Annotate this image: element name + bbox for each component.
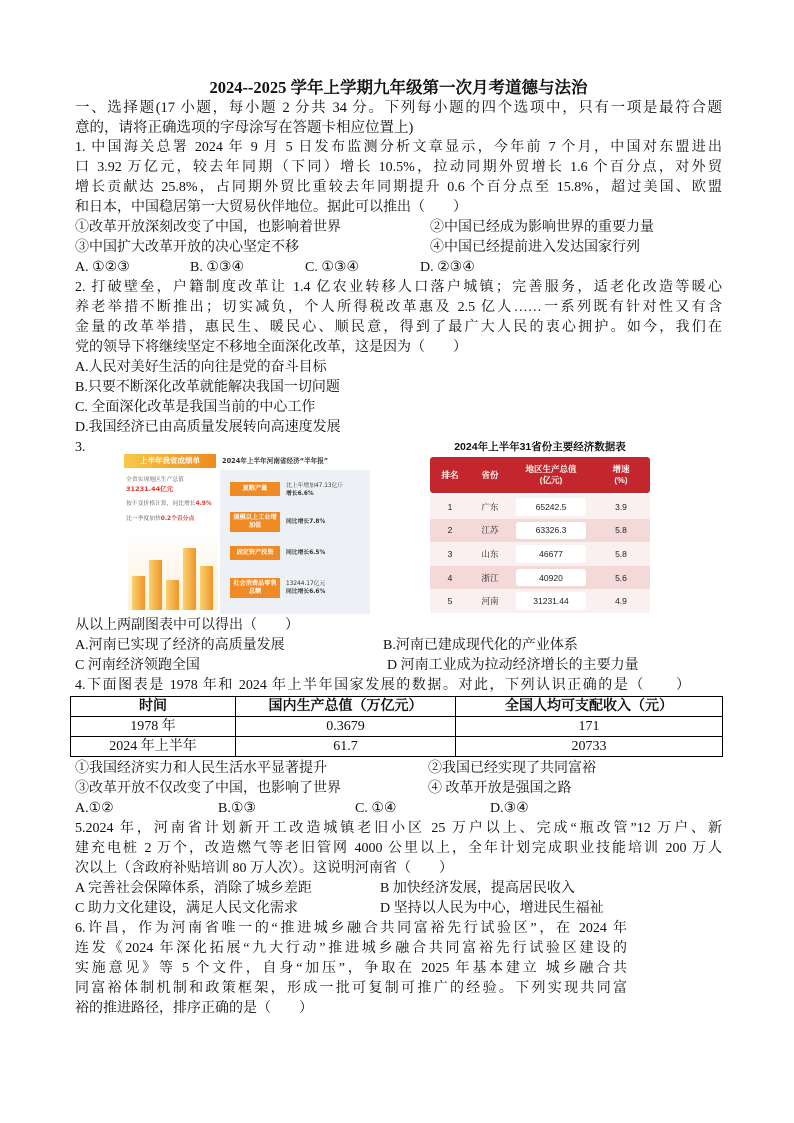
province-table-header [430,457,650,493]
infographic-tag: 上半年我省成绩单 [124,454,216,468]
statement-row [75,759,722,779]
rank-cell: 5 [447,596,453,607]
table-row [71,737,723,757]
time-cell: 1978 年 [71,717,236,737]
growth-cell: 3.9 [615,501,627,512]
growth-cell: 5.6 [615,572,627,583]
growth-value: 4.9% [195,501,212,507]
item-label: 固定资产投资 [230,546,280,560]
choice-c: C. 全面深化改革是我国当前的中心工作 [75,400,316,415]
question-stem-line: 口 3.92 万亿元，较去年同期（下同）增长 10.5%，拉动同期外贸增长 1.6 个百分点，对外贸 [75,160,722,175]
question-3-figures [75,438,722,616]
gdp-cell: 0.3679 [236,717,456,737]
question-stem-line: 党的领导下将继续坚定不移地全面深化改革，这是因为（ ） [75,340,467,355]
decorative-bar [166,580,179,610]
question-3 [75,438,722,676]
header-income: 全国人均可支配收入（元） [456,697,723,717]
henan-economy-infographic [120,446,370,614]
header-gdp: 国内生产总值（万亿元） [236,697,456,717]
choice-row [75,879,722,899]
header-gdp-label: 地区生产总值 [525,464,577,474]
question-stem-line: 养老举措不断推出；切实减负，个人所得税改革惠及 2.5 亿人……一系列既有针对性又有含 [75,300,722,315]
choice-c: C 助力文化建设，满足人民文化需求 [75,901,298,916]
header-province [470,457,510,493]
gdp-cell: 46677 [516,545,586,563]
item-value: 同比增长6.6% [286,589,326,595]
gdp-cell: 31231.44 [516,592,586,610]
statement-row [75,779,722,799]
decorative-bar-graphic [128,532,218,610]
rank-cell: 3 [447,548,453,559]
growth-text [126,500,212,508]
table-row [71,717,723,737]
choice-b: B 加快经济发展，提高居民收入 [380,881,575,896]
rank-cell: 4 [447,572,453,583]
choice-c: C. ①③④ [305,260,359,275]
question-stem-line: 5.2024 年，河南省计划新开工改造城镇老旧小区 25 万户以上、完成“瓶改管”12 万户、新 [75,821,722,836]
question-stem-line: 金量的改革举措，惠民生、暖民心、顺民意，得到了最广大人民的衷心拥护。如今，我们在 [75,320,722,335]
question-stem-line: 增长贡献达 25.8%，占同期外贸比重较去年同期提升 0.6 个百分点至 15.8%，超过美国、欧盟 [75,180,722,195]
item-value: 同比增长7.8% [286,519,326,525]
statement-row [75,238,722,258]
choice-row [75,636,722,656]
question-stem-line: 实施意见》等 5 个文件，自身“加压”，争取在 2025 年基本建立 城乡融合共 [75,961,627,976]
table-row [430,542,650,566]
statement-2: ②我国已经实现了共同富裕 [428,761,596,776]
accel-text [126,515,194,523]
question-stem-line: 从以上两副图表中可以得出（ ） [75,618,299,633]
header-growth-label: 增速 [612,464,630,474]
choice-row [75,899,722,919]
item-label: 规模以上工业增加值 [230,512,280,532]
question-stem-line: 和日本，中国稳居第一大贸易伙伴地位。据此可以推出（ ） [75,200,467,215]
choice-d: D.③④ [490,801,529,816]
income-cell: 20733 [456,737,723,757]
province-table-title: 2024年上半年31省份主要经济数据表 [454,441,626,453]
choice-a: A. ①②③ [75,260,130,275]
question-1 [75,138,722,278]
table-row [430,589,650,613]
statement-4: ④中国已经提前进入发达国家行列 [430,240,640,255]
province-gdp-table-image [425,435,655,615]
choice-b: B.只要不断深化改革就能解决我国一切问题 [75,380,340,395]
table-header-row [71,697,723,717]
question-stem-line: 2. 打破壁垒，户籍制度改革让 1.4 亿农业转移人口落户城镇；完善服务，适老化改造等暖心 [75,280,722,295]
gdp-cell: 40920 [516,569,586,587]
province-cell: 江苏 [481,525,499,536]
item-label: 社会消费品零售总额 [230,578,280,598]
section-intro-line: 一、选择题(17 小题，每小题 2 分共 34 分。下列每小题的四个选项中，只有一项是最符合题 [75,100,722,116]
gdp-cell: 65242.5 [516,498,586,516]
question-stem-line: 裕的推进路径，排序正确的是（ ） [75,1001,313,1016]
growth-cell: 5.8 [615,548,627,559]
item-value: 同比增长6.5% [286,550,326,556]
choice-row [75,656,722,676]
statement-3: ③改革开放不仅改变了中国，也影响了世界 [75,781,341,796]
income-cell: 171 [456,717,723,737]
accel-prefix: 比一季度加快 [126,516,161,522]
choice-c: C. ①④ [355,801,397,816]
gdp-label: 全省实现地区生产总值 [126,477,184,483]
choice-d: D. ②③④ [420,260,475,275]
choice-a: A.人民对美好生活的向往是党的奋斗目标 [75,360,327,375]
question-stem-line: 建充电桩 2 万个，改造燃气等老旧管网 4000 公里以上，全年计划完成职业技能培训 200 万人 [75,841,722,856]
question-2 [75,278,722,438]
province-table-body [430,495,650,613]
infographic-title: 2024年上半年河南省经济“半年报” [222,457,329,465]
rank-cell: 1 [447,501,453,512]
exam-content [75,78,722,1019]
question-stem-line: 连发《2024 年深化拓展“九大行动”推进城乡融合共同富裕先行试验区建设的 [75,941,627,956]
choice-d: D.我国经济已由高质量发展转向高速度发展 [75,420,341,435]
question-stem-line: 同富裕体制机制和政策框架，形成一批可复制可推广的经验。下列实现共同富 [75,981,627,996]
question-stem-line: 4.下面图表是 1978 年和 2024 年上半年国家发展的数据。对此，下列认识正确的是（ ） [75,678,690,693]
growth-prefix: 按不变价格计算，同比增长 [126,501,196,507]
gdp-cell: 61.7 [236,737,456,757]
gdp-cell: 63326.3 [516,522,586,540]
table-row [430,566,650,590]
time-cell: 2024 年上半年 [71,737,236,757]
question-stem-line: 1. 中国海关总署 2024 年 9 月 5 日发布监测分析文章显示，今年前 7 个月，中国对东盟进出 [75,140,722,155]
item-value: 13244.17亿元 [286,581,326,587]
choice-b: B.①③ [218,801,256,816]
header-growth-unit: (%) [614,475,628,485]
question-5 [75,819,722,919]
question-number: 3. [75,440,86,455]
province-cell: 浙江 [481,572,499,583]
header-rank [430,457,470,493]
choice-row [75,799,722,819]
decorative-bar [149,560,162,610]
header-province-label: 省份 [481,469,499,480]
growth-cell: 4.9 [615,596,627,607]
accel-value: 0.2个百分点 [160,516,195,522]
province-cell: 河南 [481,596,499,607]
exam-title: 2024--2025 学年上学期九年级第一次月考道德与法治 [209,78,588,97]
choice-a: A.①② [75,801,114,816]
statement-4: ④ 改革开放是强国之路 [428,781,572,796]
statement-2: ②中国已经成为影响世界的重要力量 [430,220,654,235]
decorative-bar [200,566,213,610]
province-cell: 广东 [481,501,499,512]
development-data-table [70,696,723,757]
header-growth [592,457,650,493]
choice-c: C 河南经济领跑全国 [75,658,200,673]
decorative-bar [132,576,145,610]
question-6 [75,919,722,1019]
decorative-bar [183,548,196,610]
gdp-value: 31231.44亿元 [126,485,174,493]
header-gdp-unit: (亿元) [539,475,563,485]
header-rank-label: 排名 [441,469,459,480]
statement-1: ①改革开放深刻改变了中国，也影响着世界 [75,220,341,235]
rank-cell: 2 [447,525,453,536]
choice-d: D 坚持以人民为中心，增进民生福祉 [380,901,604,916]
item-label: 夏粮产量 [230,482,280,496]
question-4 [75,676,722,819]
question-stem-line: 6.许昌，作为河南省唯一的“推进城乡融合共同富裕先行试验区”，在 2024 年 [75,921,627,936]
header-gdp [510,457,592,493]
choice-b: B. ①③④ [190,260,244,275]
province-cell: 山东 [481,548,499,559]
statement-row [75,218,722,238]
item-value: 增长6.6% [286,491,314,497]
growth-cell: 5.8 [615,525,627,536]
table-row [430,495,650,519]
statement-3: ③中国扩大改革开放的决心坚定不移 [75,240,299,255]
choice-a: A 完善社会保障体系，消除了城乡差距 [75,881,312,896]
choice-b: B.河南已建成现代化的产业体系 [383,638,578,653]
item-value: 比上年增加47.13亿斤 [286,483,344,489]
statement-1: ①我国经济实力和人民生活水平显著提升 [75,761,327,776]
question-stem-line: 次以上（含政府补贴培训 80 万人次）。这说明河南省（ ） [75,861,453,876]
choice-row [75,258,722,278]
choice-d: D 河南工业成为拉动经济增长的主要力量 [387,658,639,673]
choice-a: A.河南已实现了经济的高质量发展 [75,638,285,653]
header-time: 时间 [71,697,236,717]
section-intro-line: 意的，请将正确选项的字母涂写在答题卡相应位置上) [75,120,414,136]
table-row [430,519,650,543]
